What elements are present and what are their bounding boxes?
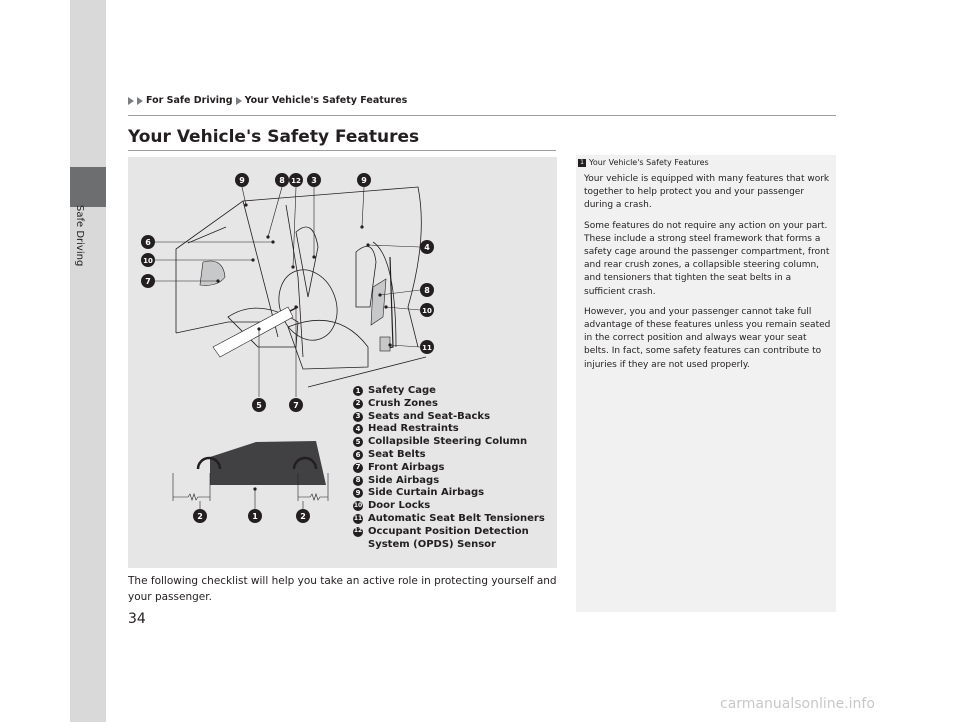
callout-5 (252, 398, 266, 412)
legend-label: Seats and Seat-Backs (368, 410, 491, 422)
note-badge-icon: 1 (578, 159, 586, 167)
legend-number: 8 (353, 476, 363, 486)
legend-number: 1 (353, 386, 363, 396)
legend-number: 11 (353, 514, 363, 524)
svg-text:2: 2 (300, 512, 306, 521)
callout-12 (289, 173, 303, 187)
svg-text:8: 8 (424, 286, 430, 295)
svg-text:7: 7 (293, 401, 299, 410)
breadcrumb-item-safety-features[interactable]: Your Vehicle's Safety Features (244, 95, 408, 106)
svg-text:4: 4 (424, 243, 430, 252)
svg-text:9: 9 (361, 176, 367, 185)
legend-number: 12 (353, 527, 363, 537)
legend-number: 9 (353, 488, 363, 498)
legend-item (353, 500, 545, 513)
feature-legend (353, 385, 545, 551)
svg-text:11: 11 (422, 344, 432, 352)
svg-text:1: 1 (252, 512, 258, 521)
svg-text:10: 10 (422, 307, 432, 315)
legend-label: Head Restraints (368, 423, 459, 435)
safety-features-figure (128, 157, 557, 568)
legend-number: 7 (353, 463, 363, 473)
callout-4 (420, 240, 434, 254)
legend-label: Safety Cage (368, 385, 436, 396)
legend-label: Door Locks (368, 500, 431, 512)
callout-3 (307, 173, 321, 187)
legend-label: Front Airbags (368, 461, 445, 473)
callout-2-left (193, 509, 207, 523)
breadcrumb-arrow-icon (137, 97, 143, 105)
section-tab-strip (70, 0, 106, 722)
legend-label: Seat Belts (368, 448, 426, 460)
callout-8 (275, 173, 289, 187)
legend-number: 5 (353, 437, 363, 447)
legend-label: Occupant Position Detection (368, 525, 529, 537)
legend-item (353, 398, 545, 411)
title-divider (128, 150, 556, 151)
legend-item (353, 411, 545, 424)
sidebar-paragraph: Your vehicle is equipped with many features that work together to help protect you and your passenger during a crash. (584, 174, 830, 211)
legend-item (353, 475, 545, 488)
callout-9-right (357, 173, 371, 187)
legend-item (353, 526, 545, 552)
legend-label: Side Curtain Airbags (368, 487, 485, 499)
legend-label-continued: System (OPDS) Sensor (368, 538, 496, 550)
callout-7 (141, 274, 155, 288)
legend-item (353, 385, 545, 398)
sidebar-paragraph: However, you and your passenger cannot take full advantage of these features unless you remain seated in the correct position and always wear your seat belts. In fact, some safety features can contribute to injuries if they are not used properly. (584, 306, 831, 370)
section-tab-label: Safe Driving (74, 205, 85, 267)
svg-text:6: 6 (145, 238, 151, 247)
svg-text:2: 2 (197, 512, 203, 521)
watermark: carmanualsonline.info (720, 696, 875, 712)
legend-number: 3 (353, 412, 363, 422)
legend-number: 2 (353, 399, 363, 409)
callout-2-right (296, 509, 310, 523)
callout-7-bottom (289, 398, 303, 412)
legend-number: 10 (353, 501, 363, 511)
sidebar-paragraph: Some features do not require any action on your part. These include a strong steel framework that forms a safety cage around the passenger compartment, front and rear crush zones, a collapsible steering column, and tensioners that tighten the seat belts in a sufficient crash. (584, 220, 830, 297)
callout-10-right (420, 303, 434, 317)
svg-text:9: 9 (239, 176, 245, 185)
svg-text:8: 8 (279, 176, 285, 185)
sidebar-title (578, 158, 709, 167)
sidebar-title-text: Your Vehicle's Safety Features (589, 158, 709, 167)
breadcrumb-arrow-icon (128, 97, 134, 105)
section-tab (70, 0, 106, 722)
legend-item (353, 436, 545, 449)
legend-label-block (368, 526, 529, 552)
legend-number: 4 (353, 424, 363, 434)
top-divider (128, 115, 836, 116)
legend-label: Collapsible Steering Column (368, 436, 528, 448)
sidebar-note (576, 155, 836, 612)
breadcrumb-item-safe-driving[interactable]: For Safe Driving (146, 95, 233, 106)
svg-text:10: 10 (143, 257, 153, 265)
callout-8-right (420, 283, 434, 297)
callout-11 (420, 340, 434, 354)
legend-label: Automatic Seat Belt Tensioners (368, 512, 545, 524)
section-tab-marker (70, 167, 106, 207)
page-title: Your Vehicle's Safety Features (128, 127, 420, 147)
legend-number: 6 (353, 450, 363, 460)
callout-1 (248, 509, 262, 523)
callout-6 (141, 235, 155, 249)
legend-item (353, 449, 545, 462)
callout-10 (141, 253, 155, 267)
svg-text:12: 12 (291, 177, 301, 185)
legend-item (353, 462, 545, 475)
svg-text:5: 5 (256, 401, 262, 410)
svg-text:7: 7 (145, 277, 151, 286)
legend-item (353, 423, 545, 436)
callout-9 (235, 173, 249, 187)
legend-item (353, 487, 545, 500)
legend-item (353, 513, 545, 526)
sidebar-body (584, 173, 834, 379)
svg-text:3: 3 (311, 176, 317, 185)
body-paragraph: The following checklist will help you take an active role in protecting yourself and your passenger. (128, 575, 557, 603)
legend-label: Crush Zones (368, 397, 438, 409)
page-number: 34 (128, 611, 146, 627)
legend-label: Side Airbags (368, 474, 440, 486)
breadcrumb (128, 95, 407, 106)
breadcrumb-arrow-icon (236, 97, 242, 105)
